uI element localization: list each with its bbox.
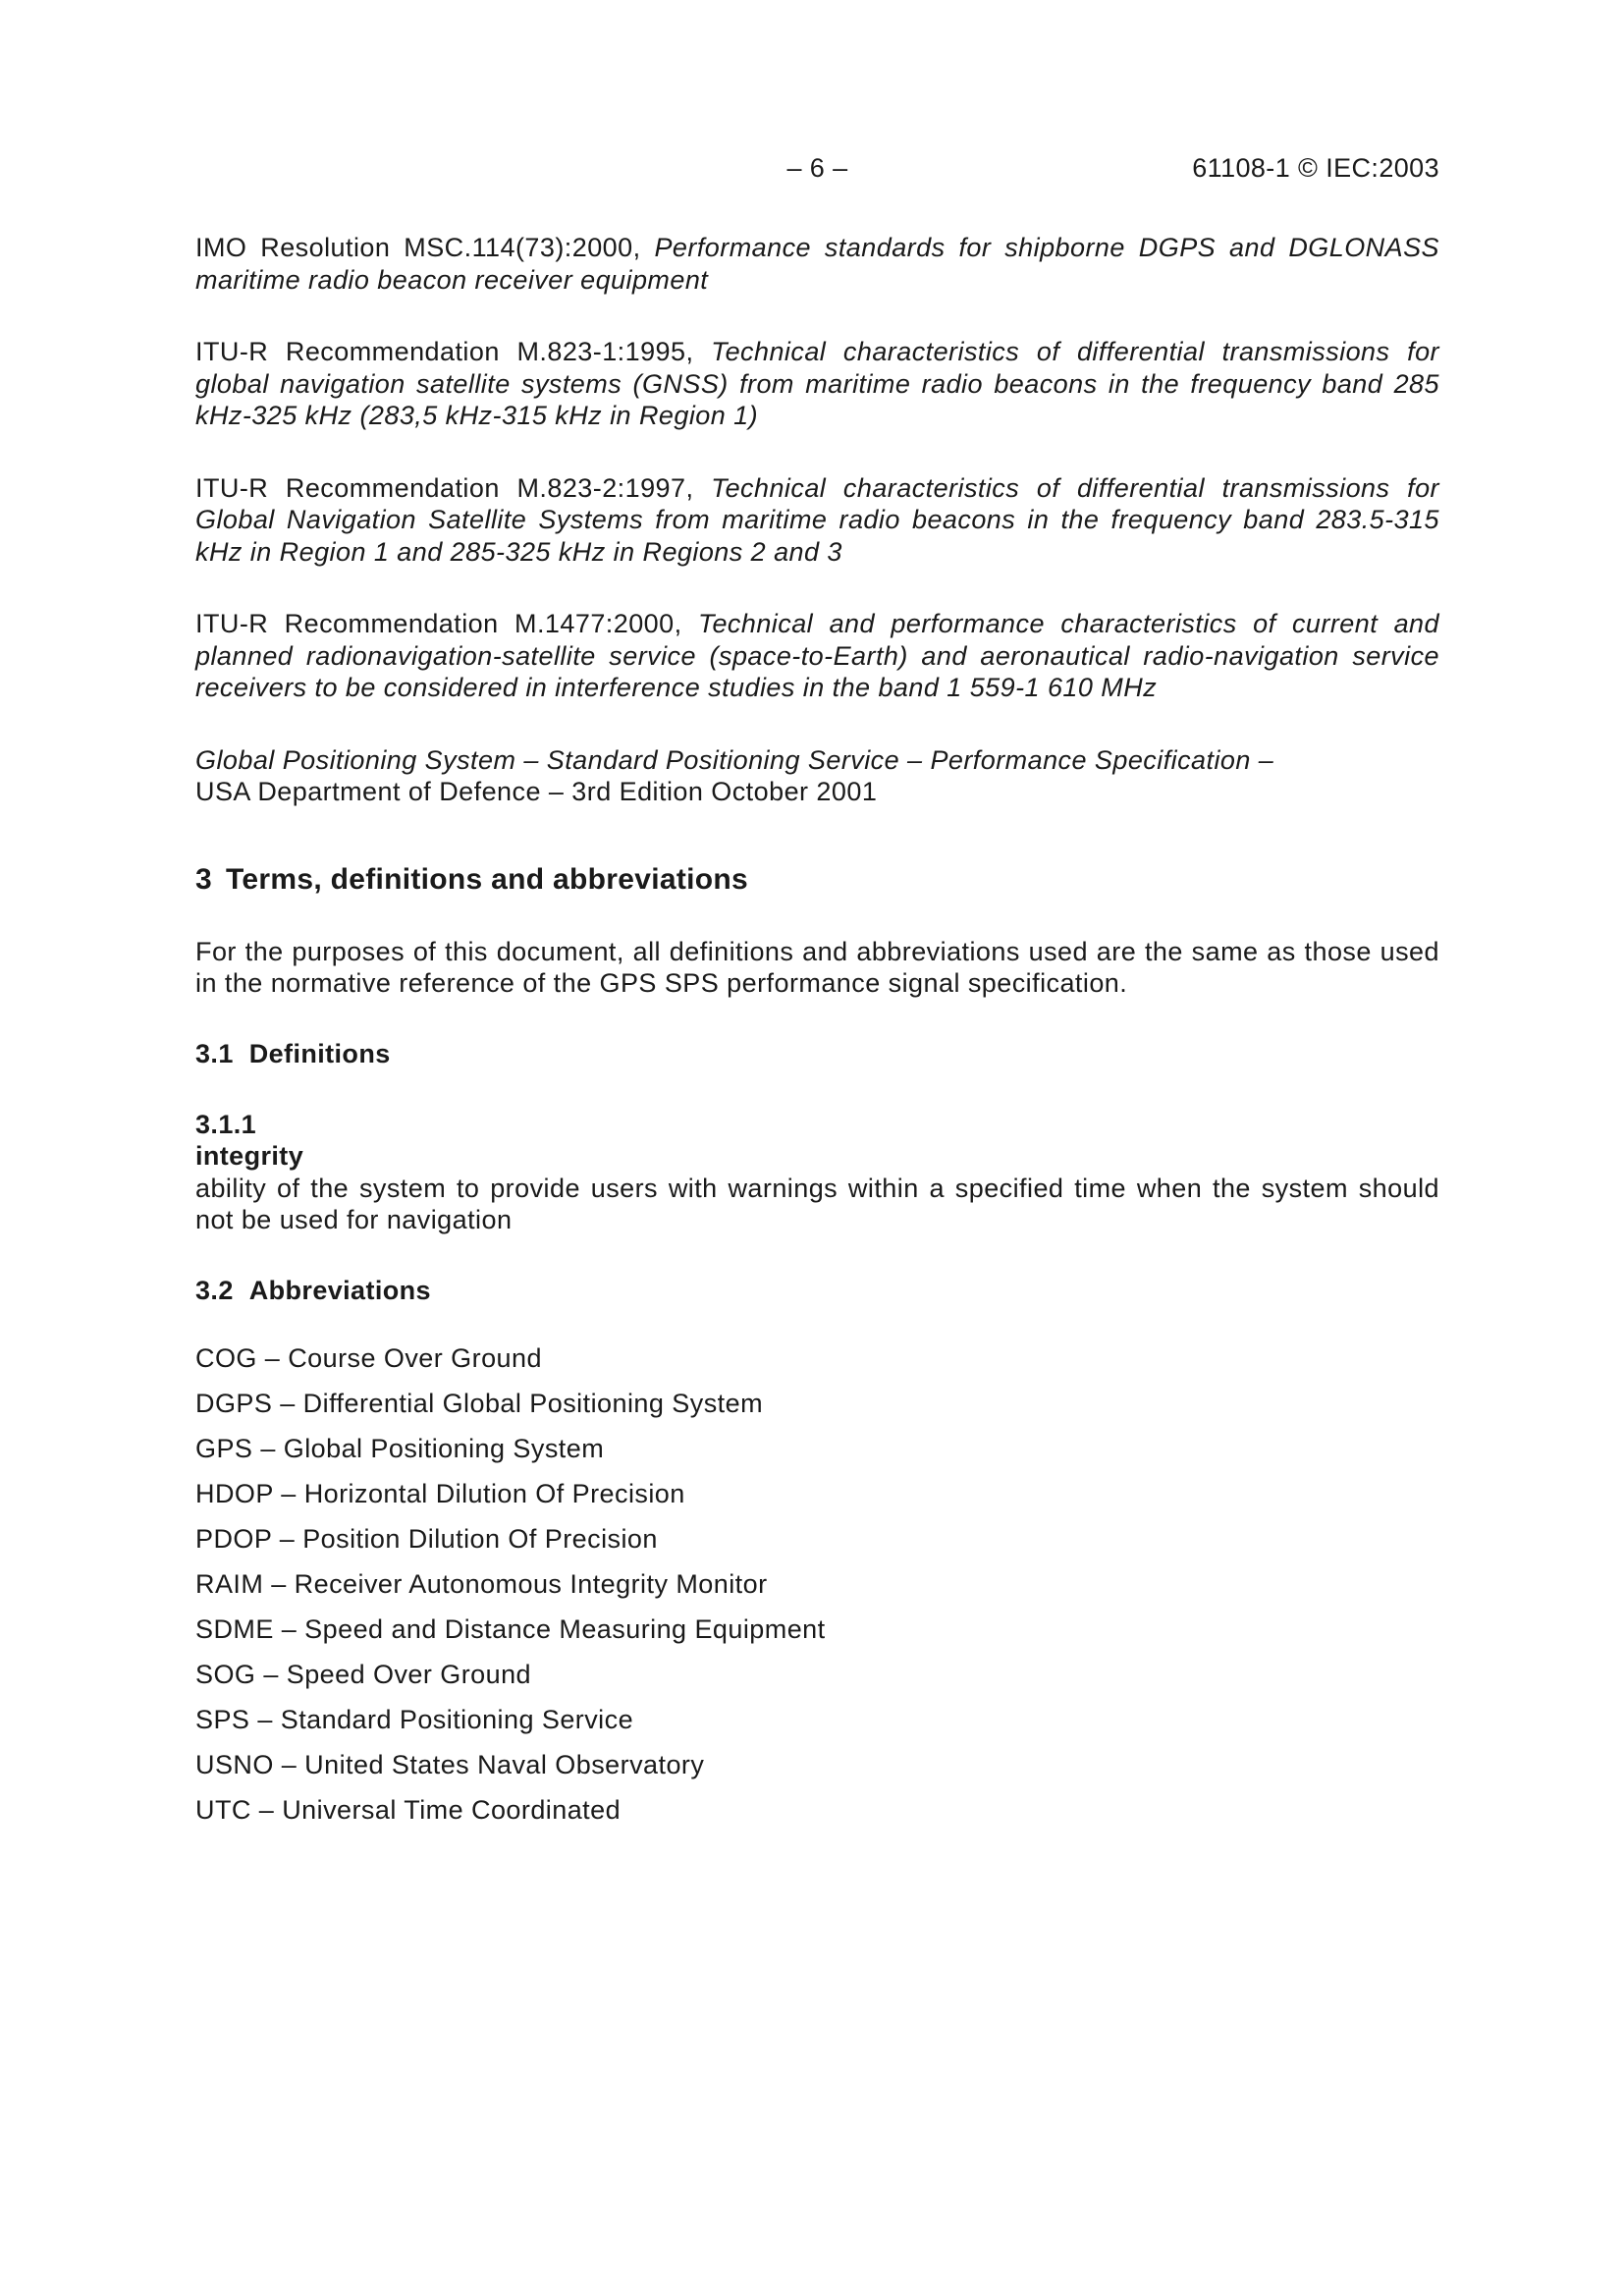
page-header bbox=[195, 147, 1439, 187]
abbreviation-item: SPS – Standard Positioning Service bbox=[195, 1704, 634, 1734]
page-number: – 6 – bbox=[786, 153, 848, 183]
reference-title: Technical characteristics of differential transmissions for global navigation satellite systems (GNSS) from maritime radio beacons in the frequency band 285 kHz-325 kHz (283,5 kHz-315 kHz in Region 1) bbox=[195, 337, 1439, 430]
reference-id: ITU-R Recommendation M.823-2:1997, bbox=[195, 472, 712, 503]
term-definition: ability of the system to provide users with warnings within a specified time when the system should not be used for navigation bbox=[195, 1173, 1439, 1234]
reference-title: Technical characteristics of differential transmissions for Global Navigation Satellite Systems from maritime radio beacons in the frequency band 283.5-315 kHz in Region 1 and 285-325 kHz in Regions 2 and 3 bbox=[195, 472, 1439, 567]
reference-entry bbox=[195, 608, 1439, 704]
section-intro: For the purposes of this document, all definitions and abbreviations used are the same as those used in the normative reference of the GPS SPS performance signal specification. bbox=[195, 936, 1439, 998]
reference-entry bbox=[195, 472, 1439, 569]
reference-title: Performance standards for shipborne DGPS and DGLONASS maritime radio beacon receiver equipment bbox=[195, 233, 1439, 295]
reference-publisher: USA Department of Defence – 3rd Edition October 2001 bbox=[195, 777, 878, 806]
reference-entry bbox=[195, 232, 1439, 296]
reference-id: IMO Resolution MSC.114(73):2000, bbox=[195, 233, 655, 262]
abbreviation-item: SDME – Speed and Distance Measuring Equipment bbox=[195, 1613, 826, 1644]
abbreviation-item: HDOP – Horizontal Dilution Of Precision bbox=[195, 1478, 685, 1508]
subsection-title: Definitions bbox=[248, 1038, 391, 1068]
term-number: 3.1.1 bbox=[195, 1109, 257, 1139]
subsection-heading bbox=[195, 1039, 1439, 1069]
reference-id: ITU-R Recommendation M.1477:2000, bbox=[195, 609, 698, 638]
abbreviation-item: SOG – Speed Over Ground bbox=[195, 1659, 532, 1689]
subsection-heading bbox=[195, 1276, 1439, 1306]
abbreviation-item: USNO – United States Naval Observatory bbox=[195, 1749, 705, 1779]
abbreviation-list bbox=[195, 1336, 1439, 1832]
reference-entry bbox=[195, 744, 1439, 808]
reference-id: ITU-R Recommendation M.823-1:1995, bbox=[195, 337, 712, 366]
abbreviation-item: DGPS – Differential Global Positioning System bbox=[195, 1388, 764, 1418]
abbreviation-item: PDOP – Position Dilution Of Precision bbox=[195, 1523, 658, 1554]
abbreviation-item: RAIM – Receiver Autonomous Integrity Monitor bbox=[195, 1568, 768, 1599]
abbreviation-item: COG – Course Over Ground bbox=[195, 1342, 542, 1373]
abbreviation-item: GPS – Global Positioning System bbox=[195, 1433, 605, 1463]
term-name: integrity bbox=[195, 1141, 304, 1171]
reference-title: Technical and performance characteristics of current and planned radionavigation-satellite service (space-to-Earth) and aeronautical radio-navigation service receivers to be considered in interference studies in the band 1 559-1 610 MHz bbox=[195, 609, 1439, 702]
abbreviation-item: UTC – Universal Time Coordinated bbox=[195, 1794, 622, 1825]
reference-entry bbox=[195, 336, 1439, 432]
subsection-title: Abbreviations bbox=[248, 1275, 431, 1305]
section-title: Terms, definitions and abbreviations bbox=[226, 862, 749, 896]
document-id: 61108-1 © IEC:2003 bbox=[1192, 153, 1439, 183]
reference-title: Global Positioning System – Standard Positioning Service – Performance Specification – bbox=[195, 744, 1274, 775]
subsection-number: 3.1 bbox=[195, 1038, 234, 1068]
section-heading bbox=[195, 863, 1439, 897]
subsection-number: 3.2 bbox=[195, 1275, 234, 1305]
document-page bbox=[195, 147, 1439, 1832]
section-number: 3 bbox=[195, 862, 212, 896]
